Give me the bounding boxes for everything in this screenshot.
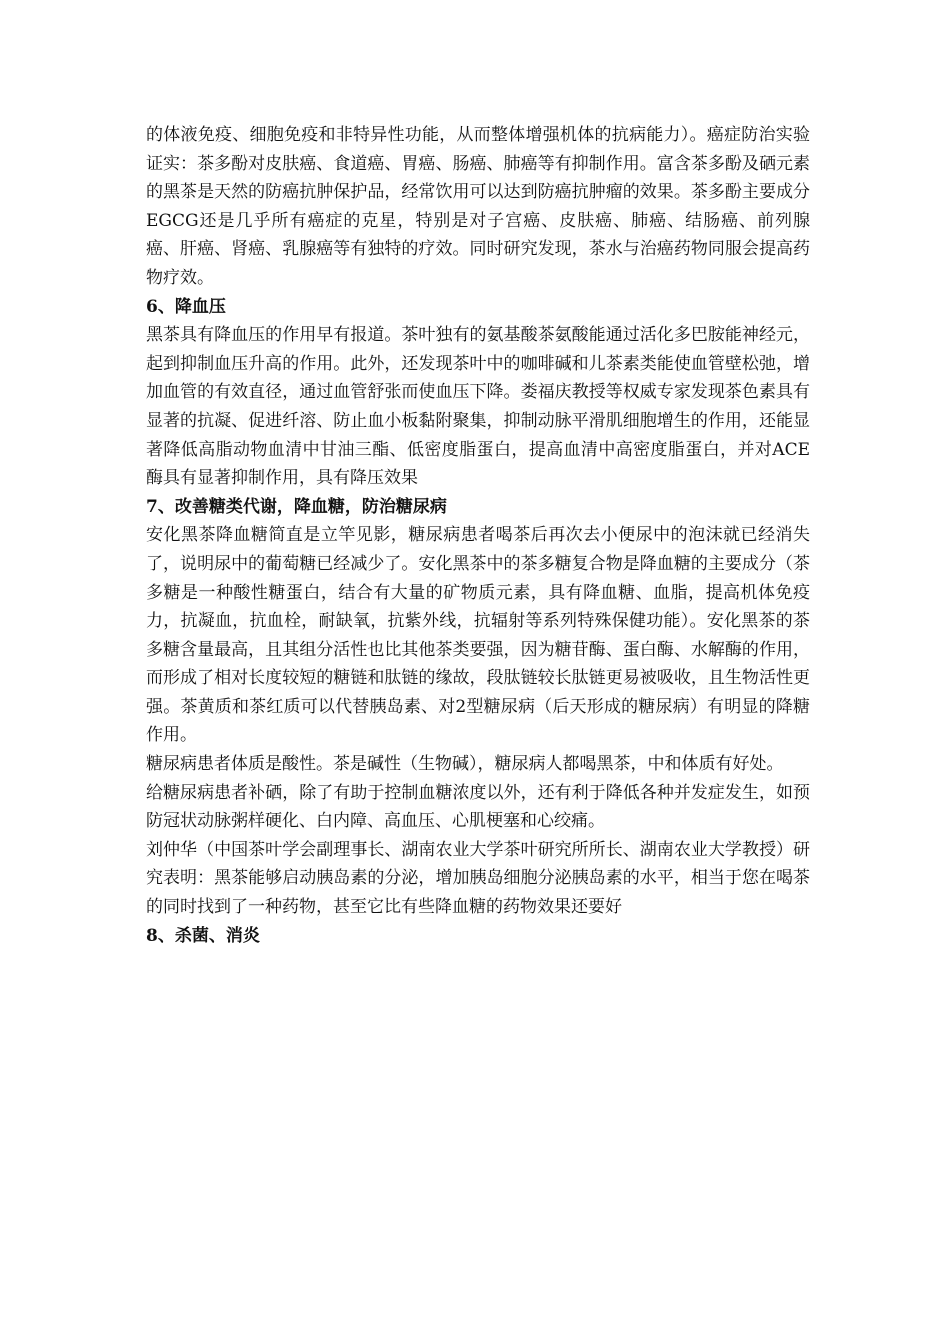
paragraph-blood-sugar: 安化黑茶降血糖简直是立竿见影，糖尿病患者喝茶后再次去小便尿中的泡沫就已经消失了，说明尿中的葡萄糖已经减少了。安化黑茶中的茶多糖复合物是降血糖的主要成分（茶多糖是一种酸性糖蛋白，结合有大量的矿物质元素，具有降血糖、血脂，提高机体免疫力，抗凝血，抗血栓，耐缺氧，抗紫外线，抗辐射等系列特殊保健功能）。安化黑茶的茶多糖含量最高，且其组分活性也比其他茶类要强，因为糖苷酶、蛋白酶、水解酶的作用，而形成了相对长度较短的糖链和肽链的缘故，段肽链较长肽链更易被吸收，且生物活性更强。茶黄质和茶红质可以代替胰岛素、对2型糖尿病（后天形成的糖尿病）有明显的降糖作用。 xyxy=(146,525,810,746)
heading-lower-blood-pressure: 6、降血压 xyxy=(146,296,226,317)
heading-blood-sugar: 7、改善糖类代谢，降血糖，防治糖尿病 xyxy=(146,496,447,517)
paragraph-research: 刘仲华（中国茶叶学会副理事长、湖南农业大学茶叶研究所所长、湖南农业大学教授）研究表明：黑茶能够启动胰岛素的分泌，增加胰岛细胞分泌胰岛素的水平，相当于您在喝茶的同时找到了一种药物，甚至它比有些降血糖的药物效果还要好 xyxy=(146,839,810,918)
paragraph-anticancer: 的体液免疫、细胞免疫和非特异性功能，从而整体增强机体的抗病能力）。癌症防治实验证实：茶多酚对皮肤癌、食道癌、胃癌、肠癌、肺癌等有抑制作用。富含茶多酚及硒元素的黑茶是天然的防癌抗肿保护品，经常饮用可以达到防癌抗肿瘤的效果。茶多酚主要成分EGCG还是几乎所有癌症的克星，特别是对子宫癌、皮肤癌、肺癌、结肠癌、前列腺癌、肝癌、肾癌、乳腺癌等有独特的疗效。同时研究发现，茶水与治癌药物同服会提高药物疗效。 xyxy=(146,125,810,288)
heading-antibacterial: 8、杀菌、消炎 xyxy=(146,925,260,946)
paragraph-selenium: 给糖尿病患者补硒，除了有助于控制血糖浓度以外，还有利于降低各种并发症发生，如预防冠状动脉粥样硬化、白内障、高血压、心肌梗塞和心绞痛。 xyxy=(146,782,810,832)
paragraph-blood-pressure: 黑茶具有降血压的作用早有报道。茶叶独有的氨基酸茶氨酸能通过活化多巴胺能神经元，起到抑制血压升高的作用。此外，还发现茶叶中的咖啡碱和儿茶素类能使血管壁松弛，增加血管的有效直径，通过血管舒张而使血压下降。娄福庆教授等权威专家发现茶色素具有显著的抗凝、促进纤溶、防止血小板黏附聚集，抑制动脉平滑肌细胞增生的作用，还能显著降低高脂动物血清中甘油三酯、低密度脂蛋白，提高血清中高密度脂蛋白，并对ACE酶具有显著抑制作用，具有降压效果 xyxy=(146,325,810,489)
paragraph-diabetes-acidity: 糖尿病患者体质是酸性。茶是碱性（生物碱），糖尿病人都喝黑茶，中和体质有好处。 xyxy=(146,754,784,775)
